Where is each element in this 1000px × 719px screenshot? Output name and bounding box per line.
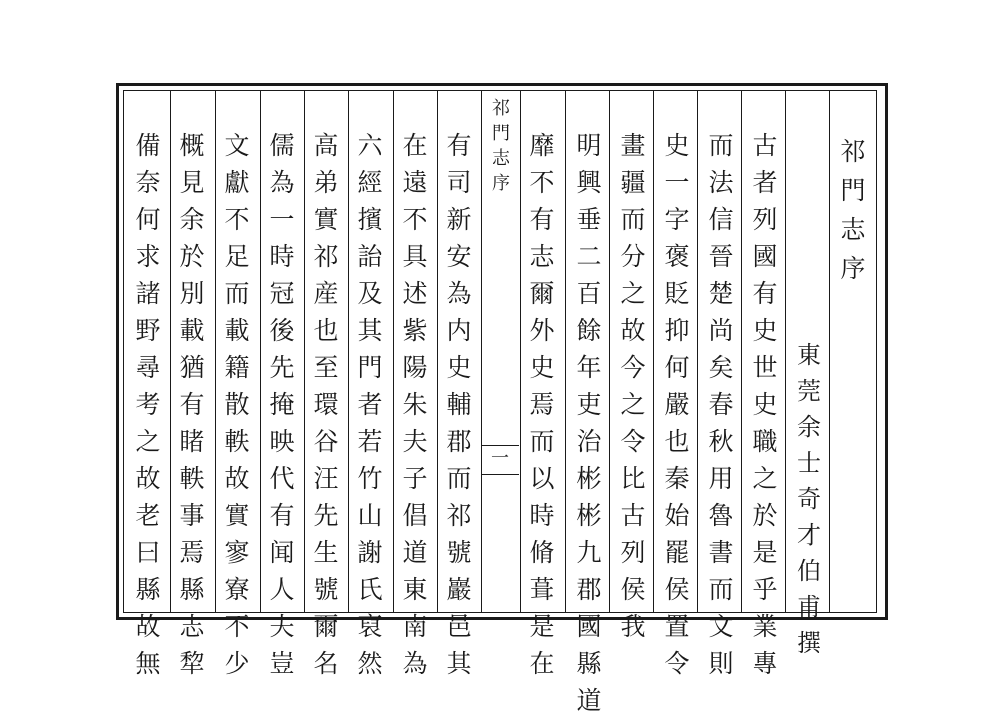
character: 詒 bbox=[357, 242, 383, 271]
character: 號 bbox=[313, 575, 339, 604]
text-column bbox=[128, 127, 168, 682]
column-rule bbox=[393, 91, 394, 612]
character: 其 bbox=[446, 649, 472, 678]
character: 擯 bbox=[357, 205, 383, 234]
character: 字 bbox=[664, 205, 690, 234]
character: 文 bbox=[224, 131, 250, 160]
character: 秋 bbox=[708, 427, 734, 456]
character: 散 bbox=[224, 390, 250, 419]
character: 一 bbox=[269, 205, 295, 234]
character: 楚 bbox=[708, 279, 734, 308]
text-column bbox=[350, 127, 390, 682]
character: 史 bbox=[664, 131, 690, 160]
character: 在 bbox=[529, 649, 555, 678]
character: 祁 bbox=[446, 501, 472, 530]
character: 環 bbox=[313, 390, 339, 419]
character: 汪 bbox=[313, 464, 339, 493]
character: 侯 bbox=[620, 575, 646, 604]
character: 而 bbox=[620, 205, 646, 234]
character: 故 bbox=[135, 464, 161, 493]
column-rule bbox=[697, 91, 698, 612]
character: 睹 bbox=[179, 427, 205, 456]
character: 尚 bbox=[708, 316, 734, 345]
character: 有 bbox=[269, 501, 295, 530]
character: 抑 bbox=[664, 316, 690, 345]
character: 子 bbox=[402, 464, 428, 493]
character: 儒 bbox=[269, 131, 295, 160]
character: 門 bbox=[357, 353, 383, 382]
character: 志 bbox=[529, 242, 555, 271]
character: 有 bbox=[752, 279, 778, 308]
character: 足 bbox=[224, 242, 250, 271]
character: 東 bbox=[402, 575, 428, 604]
character: 於 bbox=[752, 501, 778, 530]
character: 分 bbox=[620, 242, 646, 271]
text-column bbox=[522, 127, 562, 682]
character: 比 bbox=[620, 464, 646, 493]
character: 一 bbox=[664, 168, 690, 197]
character: 我 bbox=[620, 612, 646, 641]
character: 朱 bbox=[402, 390, 428, 419]
character: 古 bbox=[620, 501, 646, 530]
text-column bbox=[395, 127, 435, 682]
text-column bbox=[439, 127, 479, 682]
character: 爾 bbox=[529, 279, 555, 308]
character: 陽 bbox=[402, 353, 428, 382]
character: 世 bbox=[752, 353, 778, 382]
character: 軼 bbox=[224, 427, 250, 456]
character: 晉 bbox=[708, 242, 734, 271]
character: 諸 bbox=[135, 279, 161, 308]
character: 軼 bbox=[179, 464, 205, 493]
character: 才 bbox=[797, 521, 821, 549]
fish-tail-line bbox=[481, 445, 519, 446]
character: 夫 bbox=[402, 427, 428, 456]
column-rule bbox=[829, 91, 830, 612]
text-column bbox=[262, 127, 302, 682]
character: 也 bbox=[313, 316, 339, 345]
character: 縣 bbox=[179, 575, 205, 604]
character: 先 bbox=[269, 353, 295, 382]
character: 紫 bbox=[402, 316, 428, 345]
character: 列 bbox=[620, 538, 646, 567]
center-fold-rule bbox=[481, 91, 482, 612]
character: 祁 bbox=[313, 242, 339, 271]
character: 故 bbox=[135, 612, 161, 641]
character: 南 bbox=[402, 612, 428, 641]
character: 序 bbox=[840, 254, 866, 283]
character: 余 bbox=[797, 413, 821, 441]
character: 史 bbox=[752, 390, 778, 419]
character: 闻 bbox=[269, 538, 295, 567]
character: 生 bbox=[313, 538, 339, 567]
character: 侯 bbox=[664, 575, 690, 604]
character: 野 bbox=[135, 316, 161, 345]
character: 焉 bbox=[529, 390, 555, 419]
character: 之 bbox=[135, 427, 161, 456]
character: 概 bbox=[179, 131, 205, 160]
character: 九 bbox=[576, 538, 602, 567]
character: 述 bbox=[402, 279, 428, 308]
character: 谷 bbox=[313, 427, 339, 456]
character: 而 bbox=[446, 464, 472, 493]
character: 治 bbox=[576, 427, 602, 456]
character: 垂 bbox=[576, 205, 602, 234]
character: 道 bbox=[402, 538, 428, 567]
column-rule bbox=[609, 91, 610, 612]
character: 實 bbox=[313, 205, 339, 234]
character: 為 bbox=[446, 279, 472, 308]
character: 山 bbox=[357, 501, 383, 530]
character: 倡 bbox=[402, 501, 428, 530]
character: 寮 bbox=[224, 575, 250, 604]
column-rule bbox=[260, 91, 261, 612]
character: 疆 bbox=[620, 168, 646, 197]
character: 書 bbox=[708, 538, 734, 567]
character: 不 bbox=[529, 168, 555, 197]
character: 為 bbox=[402, 649, 428, 678]
column-rule bbox=[785, 91, 786, 612]
character: 産 bbox=[313, 279, 339, 308]
character: 乎 bbox=[752, 575, 778, 604]
character: 謝 bbox=[357, 538, 383, 567]
character: 竹 bbox=[357, 464, 383, 493]
character: 故 bbox=[620, 316, 646, 345]
character: 實 bbox=[224, 501, 250, 530]
character: 有 bbox=[446, 131, 472, 160]
character: 矣 bbox=[708, 353, 734, 382]
character: 而 bbox=[529, 427, 555, 456]
character: 志 bbox=[492, 148, 510, 169]
preface-title bbox=[833, 132, 873, 288]
character: 有 bbox=[179, 390, 205, 419]
character: 何 bbox=[135, 205, 161, 234]
character: 安 bbox=[446, 242, 472, 271]
character: 畫 bbox=[620, 131, 646, 160]
character: 人 bbox=[269, 575, 295, 604]
character: 門 bbox=[492, 123, 510, 144]
character: 者 bbox=[752, 168, 778, 197]
character: 明 bbox=[576, 131, 602, 160]
character: 莞 bbox=[797, 377, 821, 405]
text-column bbox=[569, 127, 609, 719]
character: 至 bbox=[313, 353, 339, 382]
character: 不 bbox=[224, 612, 250, 641]
character: 祁 bbox=[840, 137, 866, 166]
center-fold-rule bbox=[520, 91, 521, 612]
character: 法 bbox=[708, 168, 734, 197]
character: 嚴 bbox=[664, 390, 690, 419]
character: 猶 bbox=[179, 353, 205, 382]
text-column bbox=[657, 127, 697, 682]
character: 東 bbox=[797, 341, 821, 369]
character: 邑 bbox=[446, 612, 472, 641]
character: 令 bbox=[664, 649, 690, 678]
character: 今 bbox=[620, 353, 646, 382]
character: 犂 bbox=[179, 649, 205, 678]
character: 代 bbox=[269, 464, 295, 493]
page-number: 一 bbox=[491, 448, 509, 469]
character: 伯 bbox=[797, 557, 821, 585]
character: 何 bbox=[664, 353, 690, 382]
character: 門 bbox=[840, 176, 866, 205]
character: 用 bbox=[708, 464, 734, 493]
text-column bbox=[217, 127, 257, 682]
character: 先 bbox=[313, 501, 339, 530]
character: 業 bbox=[752, 612, 778, 641]
fish-tail-line bbox=[481, 474, 519, 475]
character: 司 bbox=[446, 168, 472, 197]
character: 新 bbox=[446, 205, 472, 234]
character: 吏 bbox=[576, 390, 602, 419]
character: 寥 bbox=[224, 538, 250, 567]
character: 列 bbox=[752, 205, 778, 234]
character: 罷 bbox=[664, 538, 690, 567]
character: 六 bbox=[357, 131, 383, 160]
column-rule bbox=[348, 91, 349, 612]
character: 尋 bbox=[135, 353, 161, 382]
column-rule bbox=[215, 91, 216, 612]
character: 求 bbox=[135, 242, 161, 271]
character: 脩 bbox=[529, 538, 555, 567]
column-rule bbox=[304, 91, 305, 612]
character: 秦 bbox=[664, 464, 690, 493]
character: 之 bbox=[620, 279, 646, 308]
character: 時 bbox=[269, 242, 295, 271]
character: 備 bbox=[135, 131, 161, 160]
character: 事 bbox=[179, 501, 205, 530]
character: 貶 bbox=[664, 279, 690, 308]
character: 始 bbox=[664, 501, 690, 530]
character: 年 bbox=[576, 353, 602, 382]
character: 而 bbox=[708, 131, 734, 160]
character: 而 bbox=[224, 279, 250, 308]
character: 考 bbox=[135, 390, 161, 419]
character: 甫 bbox=[797, 593, 821, 621]
character: 名 bbox=[313, 649, 339, 678]
character: 古 bbox=[752, 131, 778, 160]
character: 褒 bbox=[664, 242, 690, 271]
text-column bbox=[745, 127, 785, 682]
column-rule bbox=[653, 91, 654, 612]
character: 為 bbox=[269, 168, 295, 197]
character: 奇 bbox=[797, 485, 821, 513]
character: 郡 bbox=[576, 575, 602, 604]
character: 也 bbox=[664, 427, 690, 456]
character: 文 bbox=[708, 612, 734, 641]
column-rule bbox=[170, 91, 171, 612]
character: 士 bbox=[797, 449, 821, 477]
character: 別 bbox=[179, 279, 205, 308]
character: 信 bbox=[708, 205, 734, 234]
character: 焉 bbox=[179, 538, 205, 567]
character: 序 bbox=[492, 173, 510, 194]
character: 載 bbox=[179, 316, 205, 345]
character: 者 bbox=[357, 390, 383, 419]
character: 志 bbox=[840, 215, 866, 244]
character: 春 bbox=[708, 390, 734, 419]
character: 内 bbox=[446, 316, 472, 345]
character: 映 bbox=[269, 427, 295, 456]
character: 高 bbox=[313, 131, 339, 160]
text-column bbox=[306, 127, 346, 682]
character: 故 bbox=[224, 464, 250, 493]
author-line bbox=[789, 337, 829, 661]
character: 奈 bbox=[135, 168, 161, 197]
character: 葺 bbox=[529, 575, 555, 604]
character: 籍 bbox=[224, 353, 250, 382]
character: 百 bbox=[576, 279, 602, 308]
column-rule bbox=[741, 91, 742, 612]
character: 然 bbox=[357, 649, 383, 678]
character: 時 bbox=[529, 501, 555, 530]
character: 巖 bbox=[446, 575, 472, 604]
character: 之 bbox=[752, 464, 778, 493]
character: 以 bbox=[529, 464, 555, 493]
character: 郡 bbox=[446, 427, 472, 456]
character: 夫 bbox=[269, 612, 295, 641]
character: 及 bbox=[357, 279, 383, 308]
character: 國 bbox=[752, 242, 778, 271]
character: 令 bbox=[620, 427, 646, 456]
character: 曰 bbox=[135, 538, 161, 567]
character: 餘 bbox=[576, 316, 602, 345]
character: 職 bbox=[752, 427, 778, 456]
character: 冠 bbox=[269, 279, 295, 308]
character: 之 bbox=[620, 390, 646, 419]
character: 撰 bbox=[797, 629, 821, 657]
character: 魯 bbox=[708, 501, 734, 530]
character: 彬 bbox=[576, 464, 602, 493]
character: 獻 bbox=[224, 168, 250, 197]
character: 弟 bbox=[313, 168, 339, 197]
character: 其 bbox=[357, 316, 383, 345]
character: 置 bbox=[664, 612, 690, 641]
character: 史 bbox=[446, 353, 472, 382]
character: 具 bbox=[402, 242, 428, 271]
character: 專 bbox=[752, 649, 778, 678]
character: 掩 bbox=[269, 390, 295, 419]
text-column bbox=[613, 127, 653, 645]
character: 祁 bbox=[492, 98, 510, 119]
character: 有 bbox=[529, 205, 555, 234]
character: 道 bbox=[576, 686, 602, 715]
character: 而 bbox=[708, 575, 734, 604]
character: 載 bbox=[224, 316, 250, 345]
character: 在 bbox=[402, 131, 428, 160]
character: 是 bbox=[529, 612, 555, 641]
character: 號 bbox=[446, 538, 472, 567]
character: 少 bbox=[224, 649, 250, 678]
character: 興 bbox=[576, 168, 602, 197]
character: 遠 bbox=[402, 168, 428, 197]
character: 爾 bbox=[313, 612, 339, 641]
column-rule bbox=[565, 91, 566, 612]
character: 若 bbox=[357, 427, 383, 456]
character: 無 bbox=[135, 649, 161, 678]
column-rule bbox=[437, 91, 438, 612]
character: 老 bbox=[135, 501, 161, 530]
character: 不 bbox=[402, 205, 428, 234]
character: 縣 bbox=[135, 575, 161, 604]
character: 豈 bbox=[269, 649, 295, 678]
character: 經 bbox=[357, 168, 383, 197]
text-column bbox=[172, 127, 212, 682]
character: 彬 bbox=[576, 501, 602, 530]
character: 於 bbox=[179, 242, 205, 271]
character: 史 bbox=[752, 316, 778, 345]
margin-title bbox=[487, 96, 515, 196]
character: 見 bbox=[179, 168, 205, 197]
character: 不 bbox=[224, 205, 250, 234]
character: 國 bbox=[576, 612, 602, 641]
character: 余 bbox=[179, 205, 205, 234]
character: 志 bbox=[179, 612, 205, 641]
character: 則 bbox=[708, 649, 734, 678]
character: 裒 bbox=[357, 612, 383, 641]
character: 史 bbox=[529, 353, 555, 382]
character: 氏 bbox=[357, 575, 383, 604]
character: 輔 bbox=[446, 390, 472, 419]
character: 外 bbox=[529, 316, 555, 345]
character: 縣 bbox=[576, 649, 602, 678]
character: 靡 bbox=[529, 131, 555, 160]
character: 二 bbox=[576, 242, 602, 271]
character: 後 bbox=[269, 316, 295, 345]
character: 是 bbox=[752, 538, 778, 567]
text-column bbox=[701, 127, 741, 682]
